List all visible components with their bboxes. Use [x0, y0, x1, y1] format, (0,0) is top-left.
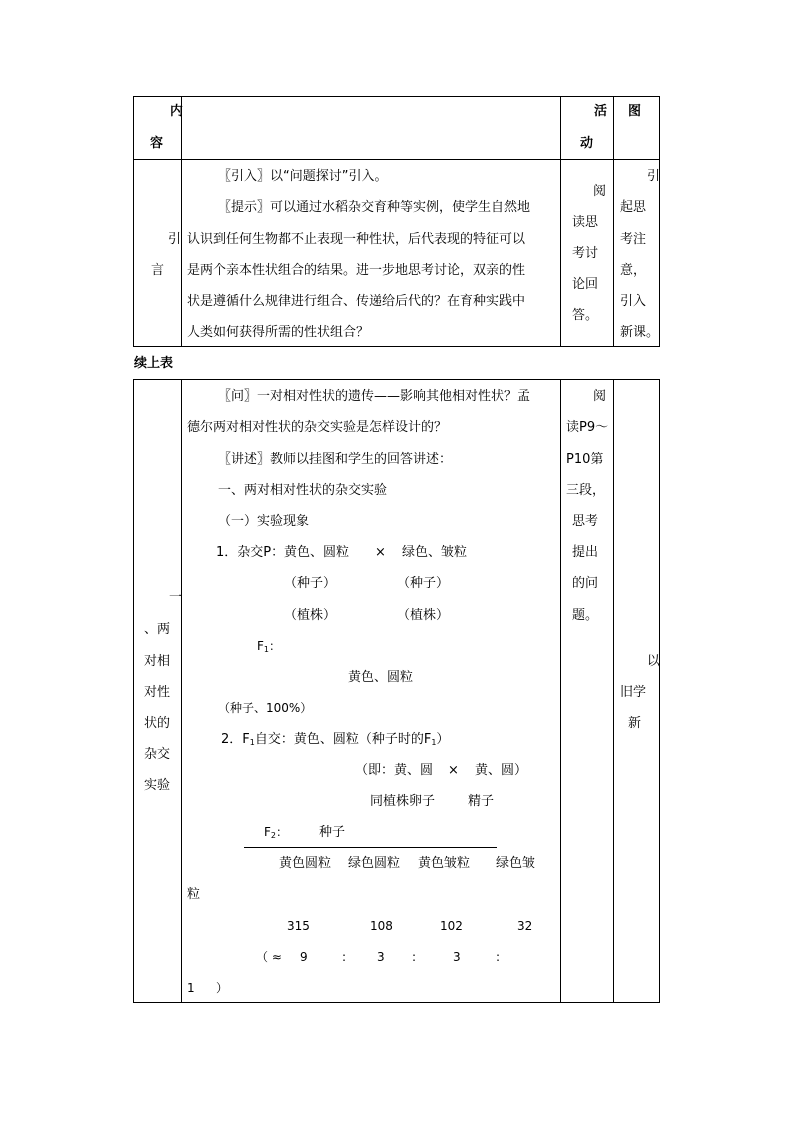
parent-green-wrinkled: 绿色、皱粒	[402, 545, 468, 560]
ratio-sep: :	[342, 950, 347, 964]
plant-label: （植株）	[284, 608, 337, 623]
header-content-2: 容	[150, 136, 164, 151]
col-divider	[560, 97, 561, 346]
seed-label: （种子）	[397, 576, 450, 591]
lesson-table-2	[133, 379, 660, 1003]
phenotype: 绿色圆粒	[348, 856, 401, 871]
cross-symbol: ×	[375, 545, 386, 560]
section-label: 状的	[144, 716, 171, 731]
figure-line: 新课。	[620, 325, 660, 340]
f2-seed: 种子	[319, 825, 346, 840]
phenotype-wrap: 粒	[187, 887, 201, 902]
header-figure: 图	[628, 104, 642, 119]
row-label-intro-2: 言	[151, 263, 165, 278]
phenotype: 黄色圆粒	[279, 856, 332, 871]
activity-line: 题。	[572, 608, 599, 623]
figure-line: 起思	[620, 200, 647, 215]
activity-line: 的问	[572, 576, 599, 591]
f2-rule	[244, 847, 497, 848]
figure-line: 引入	[620, 294, 647, 309]
plant-label: （植株）	[397, 608, 450, 623]
section-label: 对性	[144, 685, 171, 700]
count: 315	[287, 919, 310, 933]
ratio-open: （ ≈	[256, 950, 282, 964]
hint-line: 〖提示〗可以通过水稻杂交育种等实例，使学生自然地	[218, 200, 531, 215]
activity-line: 读思	[572, 215, 599, 230]
activity-line: 阅	[593, 389, 607, 404]
phenotype: 黄色皱粒	[418, 856, 471, 871]
hint-line: 人类如何获得所需的性状组合？	[187, 325, 370, 340]
section-label: 杂交	[144, 747, 171, 762]
row-divider	[134, 159, 659, 160]
col-divider	[181, 97, 182, 346]
col-divider	[560, 380, 561, 1002]
count: 32	[517, 919, 533, 933]
heading-1: 一、两对相对性状的杂交实验	[218, 483, 388, 498]
count: 102	[440, 919, 463, 933]
ratio-value: 3	[377, 950, 385, 964]
cross-prefix: 1．杂交P：	[216, 545, 285, 560]
gamete-sperm: 精子	[468, 794, 495, 809]
activity-line: 论回	[572, 277, 599, 292]
activity-line: P10第	[566, 452, 604, 467]
hint-line: 状是遵循什么规律进行组合、传递给后代的？在育种实践中	[187, 294, 526, 309]
gamete-egg: 同植株卵子	[370, 794, 436, 809]
cross-symbol: ×	[448, 763, 459, 778]
figure-line: 新	[628, 716, 642, 731]
continued-table-label: 续上表	[134, 356, 174, 371]
activity-line: 答。	[572, 308, 599, 323]
count: 108	[370, 919, 393, 933]
figure-line: 以	[647, 654, 661, 669]
section-label: 、两	[144, 622, 171, 637]
f2-label: $F_2$：	[264, 825, 289, 840]
figure-line: 旧学	[620, 685, 647, 700]
col-divider	[613, 97, 614, 346]
lecture-line: 〖讲述〗教师以挂图和学生的回答讲述：	[218, 452, 453, 467]
col-divider	[181, 380, 182, 1002]
header-activity-1: 活	[594, 104, 608, 119]
section-label: 一	[169, 590, 183, 605]
self-cross-line: 2．$F_1$自交：黄色、圆粒（种子时的$F_1$）	[221, 732, 450, 747]
f1-percentage: （种子、100%）	[218, 701, 313, 715]
ie-open: （即：黄、圆	[355, 763, 434, 778]
header-content-1: 内	[170, 104, 184, 119]
f1-label: $F_1$：	[257, 639, 282, 654]
section-label: 对相	[144, 654, 171, 669]
activity-line: 考讨	[572, 246, 599, 261]
hint-line: 认识到任何生物都不止表现一种性状，后代表现的特征可以	[187, 232, 526, 247]
activity-line: 三段，	[566, 483, 606, 498]
ie-close: 黄、圆）	[475, 763, 528, 778]
activity-line: 读P9～	[566, 420, 609, 435]
hint-line: 是两个亲本性状组合的结果。进一步地思考讨论，双亲的性	[187, 263, 526, 278]
figure-line: 意，	[620, 263, 647, 278]
ratio-sep: :	[412, 950, 417, 964]
header-activity-2: 动	[580, 136, 594, 151]
figure-line: 引	[647, 169, 661, 184]
f1-result: 黄色、圆粒	[348, 670, 414, 685]
section-label: 实验	[144, 778, 171, 793]
ratio-close: ）	[216, 981, 229, 995]
figure-line: 考注	[620, 232, 647, 247]
parent-yellow-round: 黄色、圆粒	[284, 545, 350, 560]
question-line: 〖问〗一对相对性状的遗传——影响其他相对性状？孟	[218, 389, 531, 404]
ratio-value: 3	[453, 950, 461, 964]
activity-line: 提出	[572, 545, 599, 560]
intro-line: 〖引入〗以“问题探讨”引入。	[218, 169, 388, 184]
question-line: 德尔两对相对性状的杂交实验是怎样设计的？	[187, 420, 448, 435]
ratio-value: 9	[300, 950, 308, 964]
activity-line: 阅	[593, 184, 607, 199]
activity-line: 思考	[572, 514, 599, 529]
row-label-intro-1: 引	[168, 232, 182, 247]
ratio-sep: :	[496, 950, 501, 964]
ratio-value: 1	[187, 981, 195, 995]
phenotype: 绿色皱	[496, 856, 536, 871]
heading-2: （一）实验现象	[218, 514, 310, 529]
col-divider	[613, 380, 614, 1002]
seed-label: （种子）	[284, 576, 337, 591]
